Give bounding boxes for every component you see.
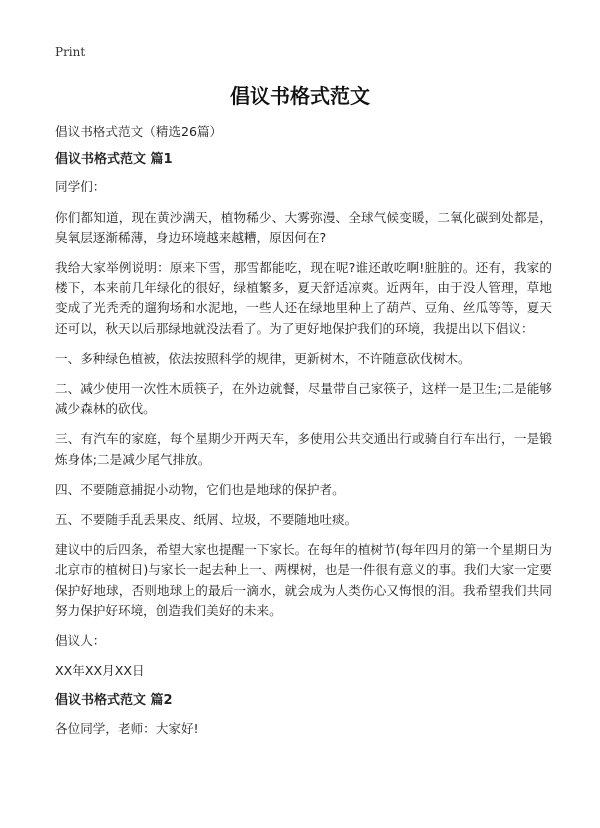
print-link[interactable]: Print: [55, 45, 86, 59]
signature-date: XX年XX月XX日: [55, 663, 145, 679]
proposal-item-5: 五、不要随手乱丢果皮、纸屑、垃圾，不要随地吐痰。: [55, 512, 358, 528]
proposal-item-2: 二、减少使用一次性木质筷子，在外边就餐，尽量带自己家筷子，这样一是卫生;二是能够减少森林的砍伐。: [55, 381, 552, 417]
paragraph: 建议中的后四条，希望大家也提醒一下家长。在每年的植树节(每年四月的第一个星期日为北京市的植树日)与家长一起去种上一、两棵树，也是一件很有意义的事。我们大家一定要保护好地球，否则地球上的最后一滴水，就会成为人类伤心又悔恨的泪。我希望我们共同努力保护好环境，创造我们美好的未来。: [55, 542, 552, 618]
proposal-item-1: 一、多种绿色植被，依法按照科学的规律，更新树木，不许随意砍伐树木。: [55, 350, 471, 366]
section-heading-2: 倡议书格式范文 篇2: [55, 693, 173, 709]
greeting-2: 各位同学，老师：大家好!: [55, 720, 199, 736]
greeting-1: 同学们：: [55, 179, 106, 195]
document-subtitle: 倡议书格式范文（精选26篇）: [55, 124, 223, 139]
proposal-item-4: 四、不要随意捕捉小动物，它们也是地球的保护者。: [55, 481, 345, 497]
signer-label: 倡议人：: [55, 633, 106, 649]
paragraph: 你们都知道，现在黄沙满天，植物稀少、大雾弥漫、全球气候变暖，二氧化碳到处都是，臭氧层逐渐稀薄，身边环境越来越糟，原因何在?: [55, 209, 552, 245]
proposal-item-3: 三、有汽车的家庭，每个星期少开两天车，多使用公共交通出行或骑自行车出行，一是锻炼身体;二是减少尾气排放。: [55, 431, 552, 467]
paragraph: 我给大家举例说明：原来下雪，那雪都能吃，现在呢?谁还敢吃啊!脏脏的。还有，我家的楼下，本来前几年绿化的很好，绿植繁多，夏天舒适凉爽。近两年，由于没人管理，草地变成了光秃秃的遛狗场和水泥地，一些人还在绿地里种上了葫芦、豆角、丝瓜等等，夏天还可以，秋天以后那绿地就没法看了。为了更好地保护我们的环境，我提出以下倡议：: [55, 260, 552, 336]
document-body: [55, 122, 552, 749]
document-title: 倡议书格式范文: [230, 84, 370, 108]
section-heading-1: 倡议书格式范文 篇1: [55, 152, 173, 168]
